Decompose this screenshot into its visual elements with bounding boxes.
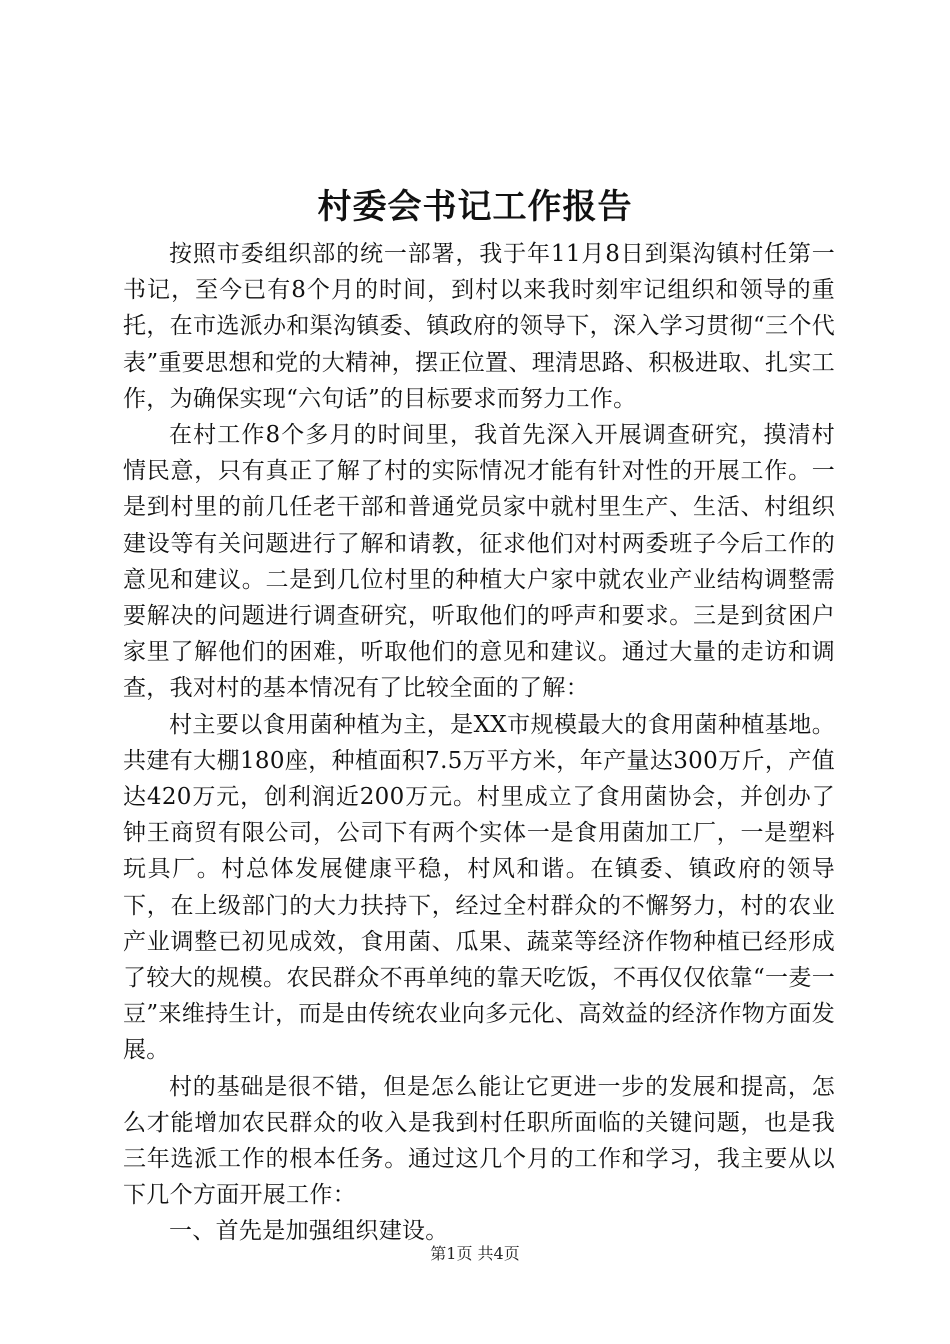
paragraph: 村的基础是很不错，但是怎么能让它更进一步的发展和提高，怎么才能增加农民群众的收入是我到村任职所面临的关键问题，也是我三年选派工作的根本任务。通过这几个月的工作和学习，我主要从以下几个方面开展工作：: [123, 1073, 835, 1209]
document-body: [123, 236, 835, 1250]
section-heading: 一、首先是加强组织建设。: [169, 1218, 449, 1245]
document-title: 村委会书记工作报告: [317, 187, 633, 227]
page-number-footer: 第1页 共4页: [430, 1244, 520, 1263]
paragraph: 村主要以食用菌种植为主，是XX市规模最大的食用菌种植基地。共建有大棚180座，种植面积7.5万平方米，年产量达300万斤，产值达420万元，创利润近200万元。村里成立了食用菌协会，并创办了钟王商贸有限公司，公司下有两个实体一是食用菌加工厂，一是塑料玩具厂。村总体发展健康平稳，村风和谐。在镇委、镇政府的领导下，在上级部门的大力扶持下，经过全村群众的不懈努力，村的农业产业调整已初见成效，食用菌、瓜果、蔬菜等经济作物种植已经形成了较大的规模。农民群众不再单纯的靠天吃饭，不再仅仅依靠“一麦一豆”来维持生计，而是由传统农业向多元化、高效益的经济作物方面发展。: [123, 711, 835, 1064]
paragraph: 在村工作8个多月的时间里，我首先深入开展调查研究，摸清村情民意，只有真正了解了村的实际情况才能有针对性的开展工作。一是到村里的前几任老干部和普通党员家中就村里生产、生活、村组织建设等有关问题进行了解和请教，征求他们对村两委班子今后工作的意见和建议。二是到几位村里的种植大户家中就农业产业结构调整需要解决的问题进行调查研究，听取他们的呼声和要求。三是到贫困户家里了解他们的困难，听取他们的意见和建议。通过大量的走访和调查，我对村的基本情况有了比较全面的了解：: [123, 422, 835, 702]
paragraph: 按照市委组织部的统一部署，我于年11月8日到渠沟镇村任第一书记，至今已有8个月的时间，到村以来我时刻牢记组织和领导的重托，在市选派办和渠沟镇委、镇政府的领导下，深入学习贯彻“三个代表”重要思想和党的大精神，摆正位置、理清思路、积极进取、扎实工作，为确保实现“六句话”的目标要求而努力工作。: [123, 241, 835, 412]
